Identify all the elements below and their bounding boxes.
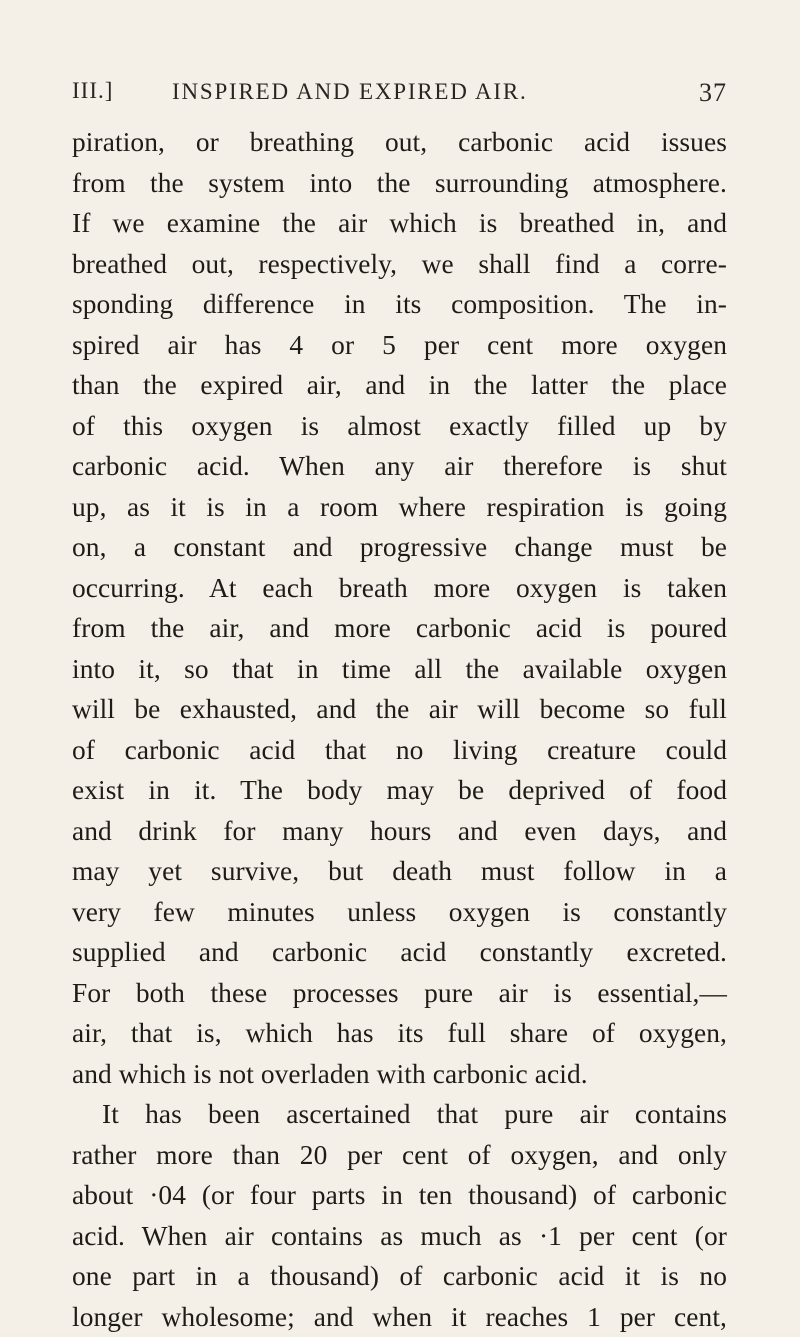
text-line: than the expired air, and in the latter the place: [72, 365, 727, 406]
text-line: on, a constant and progressive change must be: [72, 527, 727, 568]
text-line: will be exhausted, and the air will become so full: [72, 689, 727, 730]
body-text: [72, 122, 727, 1337]
running-title: INSPIRED AND EXPIRED AIR.: [172, 79, 528, 105]
text-line: and which is not overladen with carbonic acid.: [72, 1054, 727, 1095]
text-line: longer wholesome; and when it reaches 1 per cent,: [72, 1297, 727, 1337]
text-line: occurring. At each breath more oxygen is taken: [72, 568, 727, 609]
text-line: For both these processes pure air is essential,—: [72, 973, 727, 1014]
text-line: If we examine the air which is breathed in, and: [72, 203, 727, 244]
text-line: piration, or breathing out, carbonic acid issues: [72, 122, 727, 163]
text-line: may yet survive, but death must follow in a: [72, 851, 727, 892]
text-line: acid. When air contains as much as ·1 per cent (or: [72, 1216, 727, 1257]
text-line: very few minutes unless oxygen is constantly: [72, 892, 727, 933]
running-header: [72, 78, 727, 112]
text-line: supplied and carbonic acid constantly excreted.: [72, 932, 727, 973]
text-line: carbonic acid. When any air therefore is shut: [72, 446, 727, 487]
text-line: sponding difference in its composition. The in-: [72, 284, 727, 325]
text-line: of this oxygen is almost exactly filled up by: [72, 406, 727, 447]
paragraph-first-line: It has been ascertained that pure air contains: [72, 1094, 727, 1135]
page-number: 37: [699, 78, 727, 108]
text-line: one part in a thousand) of carbonic acid it is no: [72, 1256, 727, 1297]
text-line: from the system into the surrounding atmosphere.: [72, 163, 727, 204]
text-line: from the air, and more carbonic acid is poured: [72, 608, 727, 649]
text-line: spired air has 4 or 5 per cent more oxygen: [72, 325, 727, 366]
text-line: air, that is, which has its full share of oxygen,: [72, 1013, 727, 1054]
text-line: into it, so that in time all the available oxygen: [72, 649, 727, 690]
text-line: breathed out, respectively, we shall find a corre-: [72, 244, 727, 285]
text-line: rather more than 20 per cent of oxygen, and only: [72, 1135, 727, 1176]
text-line: of carbonic acid that no living creature could: [72, 730, 727, 771]
text-line: up, as it is in a room where respiration is going: [72, 487, 727, 528]
text-line: exist in it. The body may be deprived of food: [72, 770, 727, 811]
text-line: and drink for many hours and even days, and: [72, 811, 727, 852]
text-line: about ·04 (or four parts in ten thousand) of carbonic: [72, 1175, 727, 1216]
chapter-number: III.]: [72, 78, 113, 104]
